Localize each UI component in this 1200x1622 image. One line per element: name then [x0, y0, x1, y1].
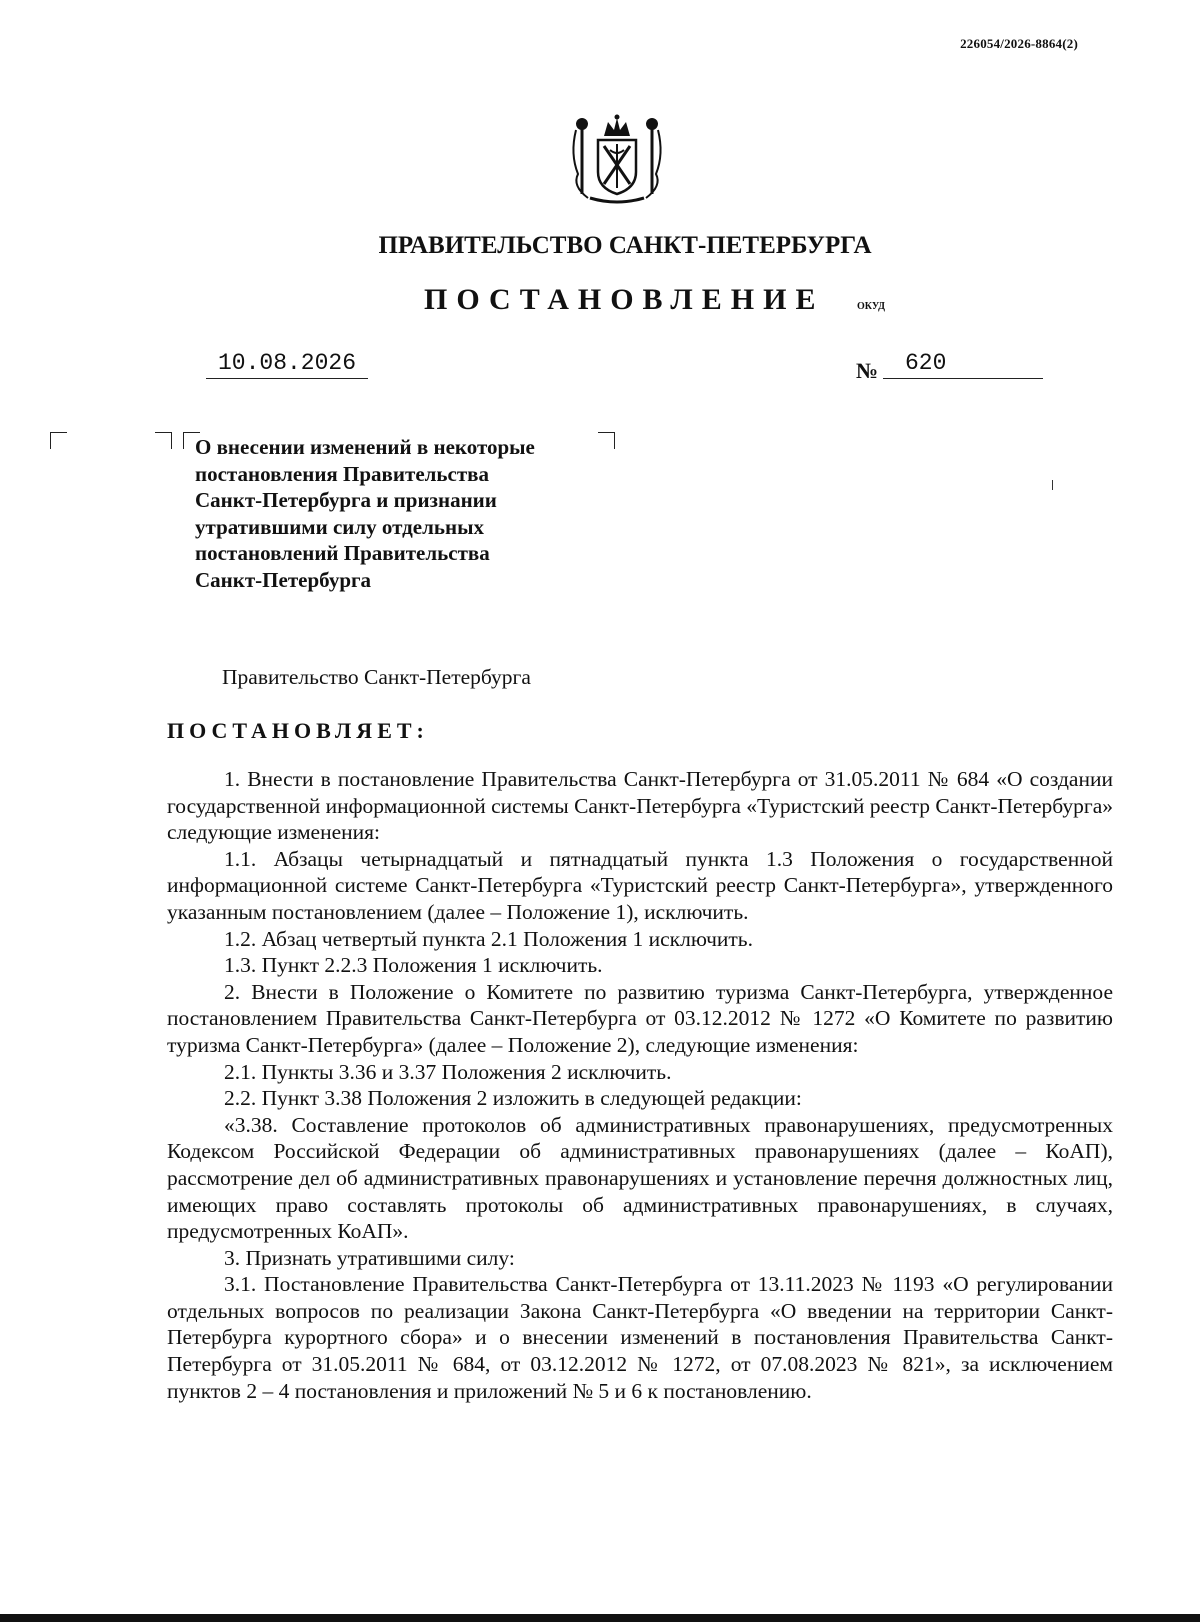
subject-line: Санкт-Петербурга	[195, 567, 372, 592]
date-field	[206, 348, 368, 379]
subject-line: постановления Правительства	[195, 461, 489, 486]
document-code: 226054/2026-8864(2)	[960, 36, 1078, 51]
decree-heading: ПОСТАНОВЛЯЕТ:	[167, 718, 429, 743]
body-paragraph: 1.3. Пункт 2.2.3 Положения 1 исключить.	[224, 953, 603, 978]
subject-line: Санкт-Петербурга и признании	[195, 488, 497, 512]
government-title: ПРАВИТЕЛЬСТВО САНКТ-ПЕТЕРБУРГА	[378, 232, 872, 259]
corner-bracket-right	[598, 432, 615, 449]
body-paragraph: 3.1. Постановление Правительства Санкт-Петербурга от 13.11.2023 № 1193 «О регулировании отдельных вопросов по реализации Закона Санкт-Петербурга «О введении на территории Санкт-Петербурга курортного сбора» и о внесении изменений в постановления Правительства Санкт-Петербурга от 31.05.2011 № 684, от 03.12.2012 № 1272, от 07.08.2023 № 821», за исключением пунктов 2 – 4 постановления и приложений № 5 и 6 к постановлению.	[167, 1272, 1113, 1403]
subject-line: утратившими силу отдельных	[195, 514, 484, 539]
body-paragraph: 2.2. Пункт 3.38 Положения 2 изложить в следующей редакции:	[224, 1086, 802, 1111]
st-petersburg-coat-of-arms-icon	[568, 114, 666, 206]
body-paragraph: 2.1. Пункты 3.36 и 3.37 Положения 2 исключить.	[224, 1059, 672, 1084]
body-paragraph: 1.2. Абзац четвертый пункта 2.1 Положения 1 исключить.	[224, 926, 753, 951]
number-sign: №	[856, 358, 879, 383]
corner-bracket-inner-right	[155, 432, 172, 449]
corner-bracket-left	[50, 432, 67, 449]
body-paragraph: 2. Внести в Положение о Комитете по развитию туризма Санкт-Петербурга, утвержденное постановлением Правительства Санкт-Петербурга от 03.12.2012 № 1272 «О Комитете по развитию туризма Санкт-Петербурга» (далее – Положение 2), следующие изменения:	[167, 979, 1113, 1057]
document-date: 10.08.2026	[217, 350, 357, 376]
body-paragraph: «3.38. Составление протоколов об административных правонарушениях, предусмотренных Кодексом Российской Федерации об административных правонарушениях (далее – КоАП), рассмотрение дел об административных правонарушениях и установление перечня должностных лиц, имеющих право составлять протоколы об административных правонарушениях, в случаях, предусмотренных КоАП».	[167, 1112, 1113, 1244]
document-subject	[195, 434, 535, 593]
scan-edge-bar	[0, 1614, 1200, 1622]
subject-line: О внесении изменений в некоторые	[195, 435, 535, 459]
subject-line: постановлений Правительства	[195, 541, 490, 565]
body-paragraph: 1. Внести в постановление Правительства Санкт-Петербурга от 31.05.2011 № 684 «О создании государственной информационной системы Санкт-Петербурга «Туристский реестр Санкт-Петербурга» следующие изменения:	[167, 767, 1113, 845]
body-paragraph: 1.1. Абзацы четырнадцатый и пятнадцатый пункта 1.3 Положения о государственной информационной системе Санкт-Петербурга «Туристский реестр Санкт-Петербурга», утвержденного указанным постановлением (далее – Положение 1), исключить.	[167, 846, 1113, 924]
number-field	[883, 348, 1043, 379]
body-paragraph: 3. Признать утратившими силу:	[224, 1245, 515, 1270]
scan-mark	[1052, 480, 1053, 490]
document-body	[167, 766, 1113, 1404]
document-number: 620	[905, 350, 947, 376]
okud-label: ОКУД	[857, 301, 886, 312]
body-intro: Правительство Санкт-Петербурга	[222, 665, 531, 689]
document-type-title: ПОСТАНОВЛЕНИЕ	[424, 283, 825, 316]
